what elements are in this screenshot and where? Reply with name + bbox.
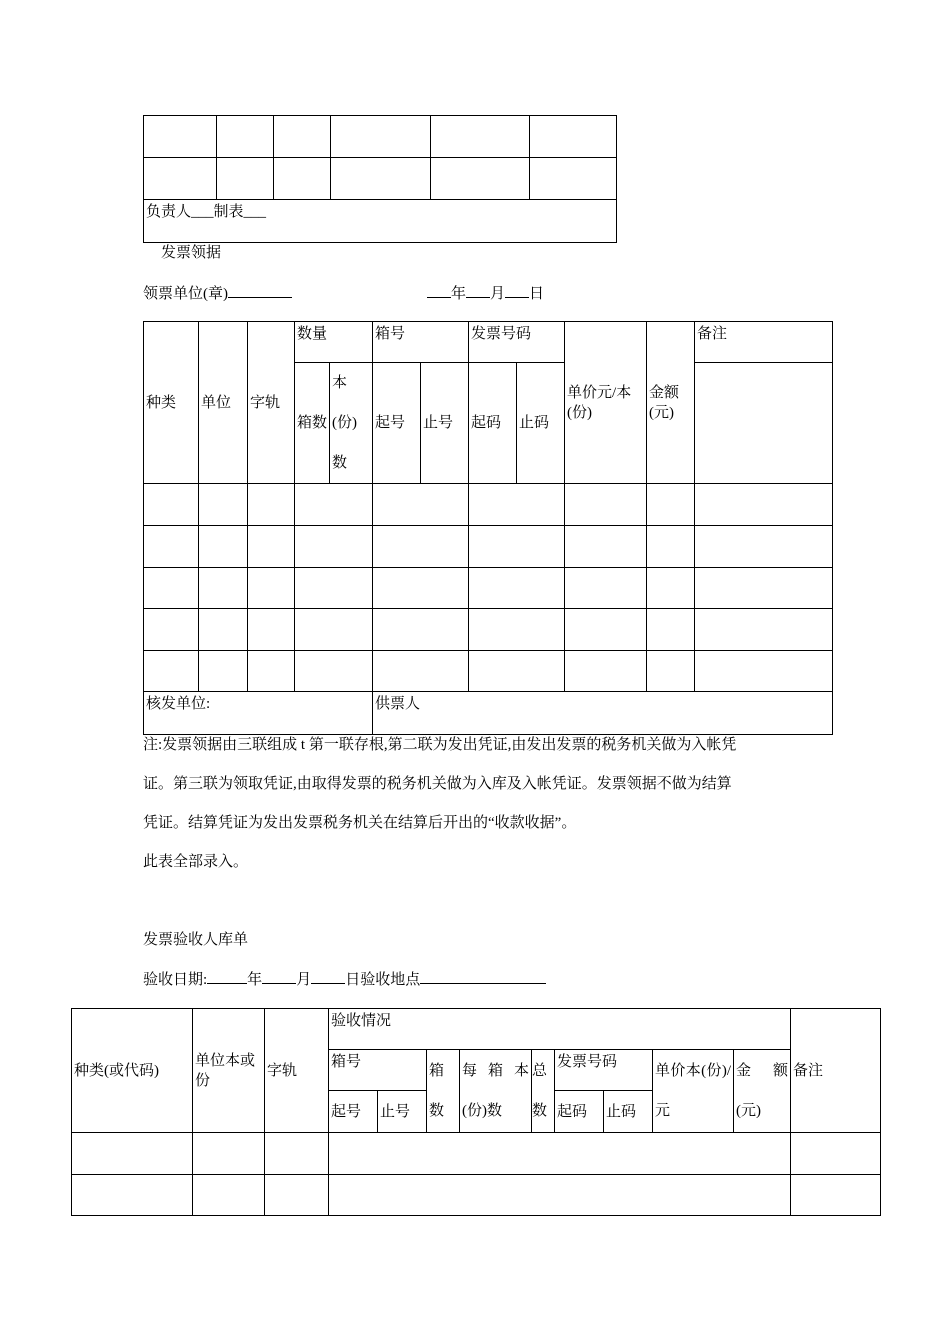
header-prefix: 字轨 (248, 322, 295, 484)
table-row (144, 609, 833, 651)
cell (217, 116, 274, 158)
table-row (144, 484, 833, 526)
acc-header-unit: 单位本或份 (193, 1009, 265, 1133)
table-row (144, 526, 833, 568)
place-blank (420, 968, 546, 984)
acc-header-start-no: 起号 (329, 1091, 378, 1133)
header-box-no: 箱号 (373, 322, 469, 363)
cell (431, 158, 530, 200)
date-blank (427, 282, 451, 298)
acceptance-month: 月 (296, 972, 312, 988)
issuer-label: 核发单位: (144, 692, 373, 735)
header-book-count: 本(份)数 (330, 363, 373, 484)
header-kind: 种类 (144, 322, 199, 484)
header-unit: 单位 (199, 322, 248, 484)
table-row (144, 651, 833, 692)
date-blank (505, 282, 529, 298)
receipt-table (143, 321, 833, 735)
acc-header-box-no: 箱号 (329, 1050, 427, 1091)
receipt-unit-label: 领票单位(章) (143, 286, 228, 302)
cell (217, 158, 274, 200)
acc-header-end-no: 止号 (378, 1091, 427, 1133)
acceptance-date-line (143, 968, 546, 990)
table-row (72, 1133, 881, 1175)
supplier-label: 供票人 (373, 692, 833, 735)
top-table-footer: 负责人___制表___ (144, 200, 617, 243)
receipt-month: 月 (490, 286, 506, 302)
acc-header-status: 验收情况 (329, 1009, 791, 1050)
cell (274, 158, 331, 200)
header-amount: 金额(元) (647, 322, 695, 484)
acc-header-code-start: 起码 (555, 1091, 604, 1133)
receipt-unit-blank (228, 282, 292, 298)
date-blank (262, 968, 296, 984)
acceptance-title: 发票验收人库单 (143, 932, 249, 948)
note-line-1: 注:发票领据由三联组成 t 第一联存根,第二联为发出凭证,由发出发票的税务机关做为入帐凭 (143, 737, 737, 753)
table-row (72, 1175, 881, 1216)
cell (530, 116, 617, 158)
acceptance-table (71, 1008, 881, 1216)
top-table-row (144, 158, 617, 200)
cell (144, 158, 217, 200)
cell (331, 116, 431, 158)
date-blank (311, 968, 345, 984)
acc-header-total: 总数 (532, 1050, 555, 1133)
header-box-start: 起号 (373, 363, 421, 484)
header-invoice-no: 发票号码 (469, 322, 565, 363)
receipt-day: 日 (529, 286, 545, 302)
acceptance-day-place: 日验收地点 (345, 972, 421, 988)
acc-header-amount: 金额(元) (734, 1050, 791, 1133)
acceptance-year: 年 (247, 972, 263, 988)
header-code-start: 起码 (469, 363, 517, 484)
top-table (143, 115, 617, 243)
header-remark: 备注 (695, 322, 833, 363)
cell (331, 158, 431, 200)
cell (144, 116, 217, 158)
cell (274, 116, 331, 158)
entry-note: 此表全部录入。 (143, 854, 249, 870)
note-line-3: 凭证。结算凭证为发出发票税务机关在结算后开出的“收款收据”。 (143, 815, 577, 831)
date-blank (207, 968, 247, 984)
remark-cell (695, 363, 833, 484)
acc-header-prefix: 字轨 (265, 1009, 329, 1133)
cell (431, 116, 530, 158)
acc-header-code-end: 止码 (604, 1091, 653, 1133)
acceptance-date-label: 验收日期: (143, 972, 208, 988)
date-blank (466, 282, 490, 298)
receipt-date-line (427, 282, 544, 304)
header-box-end: 止号 (421, 363, 469, 484)
header-box-count: 箱数 (295, 363, 330, 484)
note-line-2: 证。第三联为领取凭证,由取得发票的税务机关做为入库及入帐凭证。发票领据不做为结算 (143, 776, 732, 792)
acc-header-remark: 备注 (791, 1009, 881, 1133)
header-quantity: 数量 (295, 322, 373, 363)
acc-header-per-box: 每箱本(份)数 (460, 1050, 532, 1133)
acc-header-kind: 种类(或代码) (72, 1009, 193, 1133)
acc-header-invoice-no: 发票号码 (555, 1050, 653, 1091)
acc-header-unit-price: 单价本(份)/元 (653, 1050, 734, 1133)
receipt-title: 发票领据 (161, 245, 222, 261)
cell (530, 158, 617, 200)
top-table-row (144, 116, 617, 158)
header-code-end: 止码 (517, 363, 565, 484)
table-row (144, 568, 833, 609)
receipt-year: 年 (451, 286, 467, 302)
acc-header-box-count: 箱数 (427, 1050, 460, 1133)
header-unit-price: 单价元/本(份) (565, 322, 647, 484)
receipt-unit-line (143, 282, 292, 304)
